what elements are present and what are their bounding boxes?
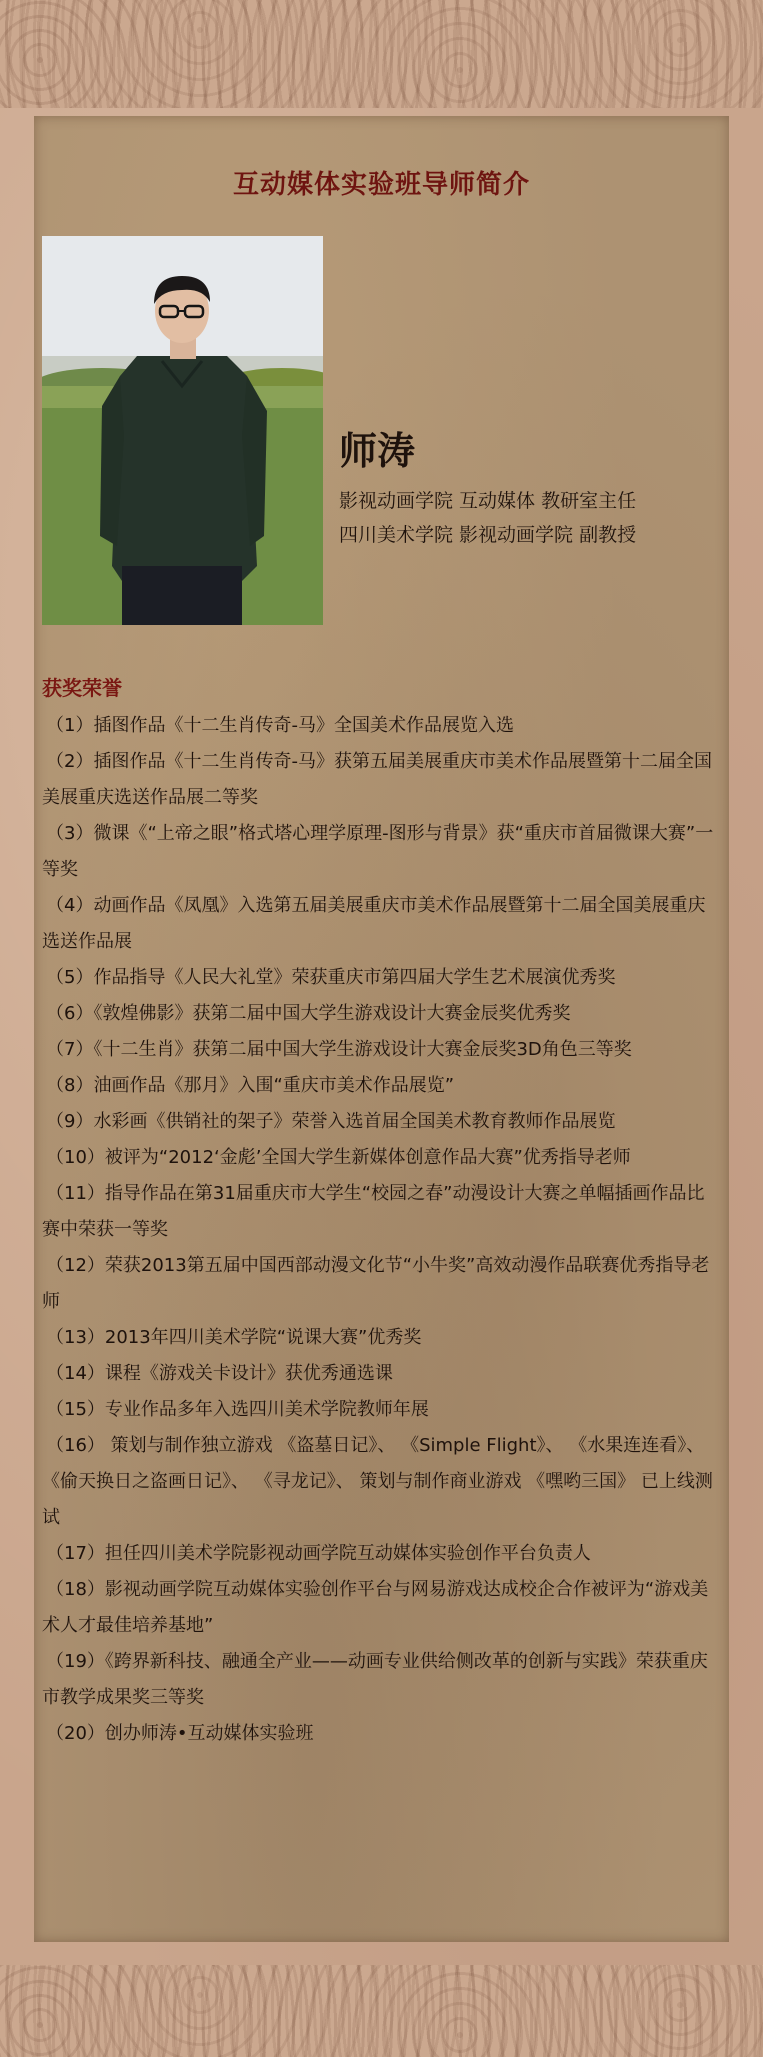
award-item: （1）插图作品《十二生肖传奇-马》全国美术作品展览入选 — [46, 715, 514, 736]
awards-list — [42, 708, 722, 1752]
position-line-2: 四川美术学院 影视动画学院 副教授 — [339, 524, 637, 546]
award-item: （16） 策划与制作独立游戏 《盗墓日记》、 《Simple Flight》、 《水果连连看》、 《偷天换日之盗画日记》、 《寻龙记》、 策划与制作商业游戏 《嘿哟三国》 已上线测试 — [42, 1435, 713, 1528]
awards-heading: 获奖荣誉 — [42, 676, 122, 700]
content-panel — [34, 116, 729, 1942]
decorative-bottom-border — [0, 1965, 763, 2057]
award-item: （17）担任四川美术学院影视动画学院互动媒体实验创作平台负责人 — [46, 1543, 591, 1564]
mentor-name: 师涛 — [339, 429, 416, 473]
award-item: （6）《敦煌佛影》获第二届中国大学生游戏设计大赛金辰奖优秀奖 — [46, 1003, 571, 1024]
decorative-top-border — [0, 0, 763, 108]
award-item: （3）微课《“上帝之眼”格式塔心理学原理-图形与背景》获“重庆市首届微课大赛”一等奖 — [42, 823, 714, 880]
award-item: （2）插图作品《十二生肖传奇-马》获第五届美展重庆市美术作品展暨第十二届全国美展重庆选送作品展二等奖 — [42, 751, 712, 808]
award-item: （15）专业作品多年入选四川美术学院教师年展 — [46, 1399, 429, 1420]
portrait-photo — [42, 236, 323, 625]
position-line-1: 影视动画学院 互动媒体 教研室主任 — [339, 490, 637, 512]
award-item: （8）油画作品《那月》入围“重庆市美术作品展览” — [46, 1075, 455, 1096]
award-item: （4）动画作品《凤凰》入选第五届美展重庆市美术作品展暨第十二届全国美展重庆选送作品展 — [42, 895, 706, 952]
award-item: （9）水彩画《供销社的架子》荣誉入选首届全国美术教育教师作品展览 — [46, 1111, 616, 1132]
award-item: （12）荣获2013第五届中国西部动漫文化节“小牛奖”高效动漫作品联赛优秀指导老师 — [42, 1255, 710, 1312]
award-item: （5）作品指导《人民大礼堂》荣获重庆市第四届大学生艺术展演优秀奖 — [46, 967, 616, 988]
award-item: （10）被评为“2012‘金彪’全国大学生新媒体创意作品大赛”优秀指导老师 — [46, 1147, 631, 1168]
award-item: （13）2013年四川美术学院“说课大赛”优秀奖 — [46, 1327, 422, 1348]
portrait-image — [42, 236, 323, 625]
award-item: （11）指导作品在第31届重庆市大学生“校园之春”动漫设计大赛之单幅插画作品比赛中荣获一等奖 — [42, 1183, 705, 1240]
award-item: （7）《十二生肖》获第二届中国大学生游戏设计大赛金辰奖3D角色三等奖 — [46, 1039, 632, 1060]
award-item: （20）创办师涛•互动媒体实验班 — [46, 1723, 314, 1744]
award-item: （18）影视动画学院互动媒体实验创作平台与网易游戏达成校企合作被评为“游戏美术人才最佳培养基地” — [42, 1579, 709, 1636]
award-item: （14）课程《游戏关卡设计》获优秀通选课 — [46, 1363, 393, 1384]
page-title: 互动媒体实验班导师简介 — [232, 170, 530, 200]
award-item: （19）《跨界新科技、融通全产业——动画专业供给侧改革的创新与实践》荣获重庆市教学成果奖三等奖 — [42, 1651, 708, 1708]
